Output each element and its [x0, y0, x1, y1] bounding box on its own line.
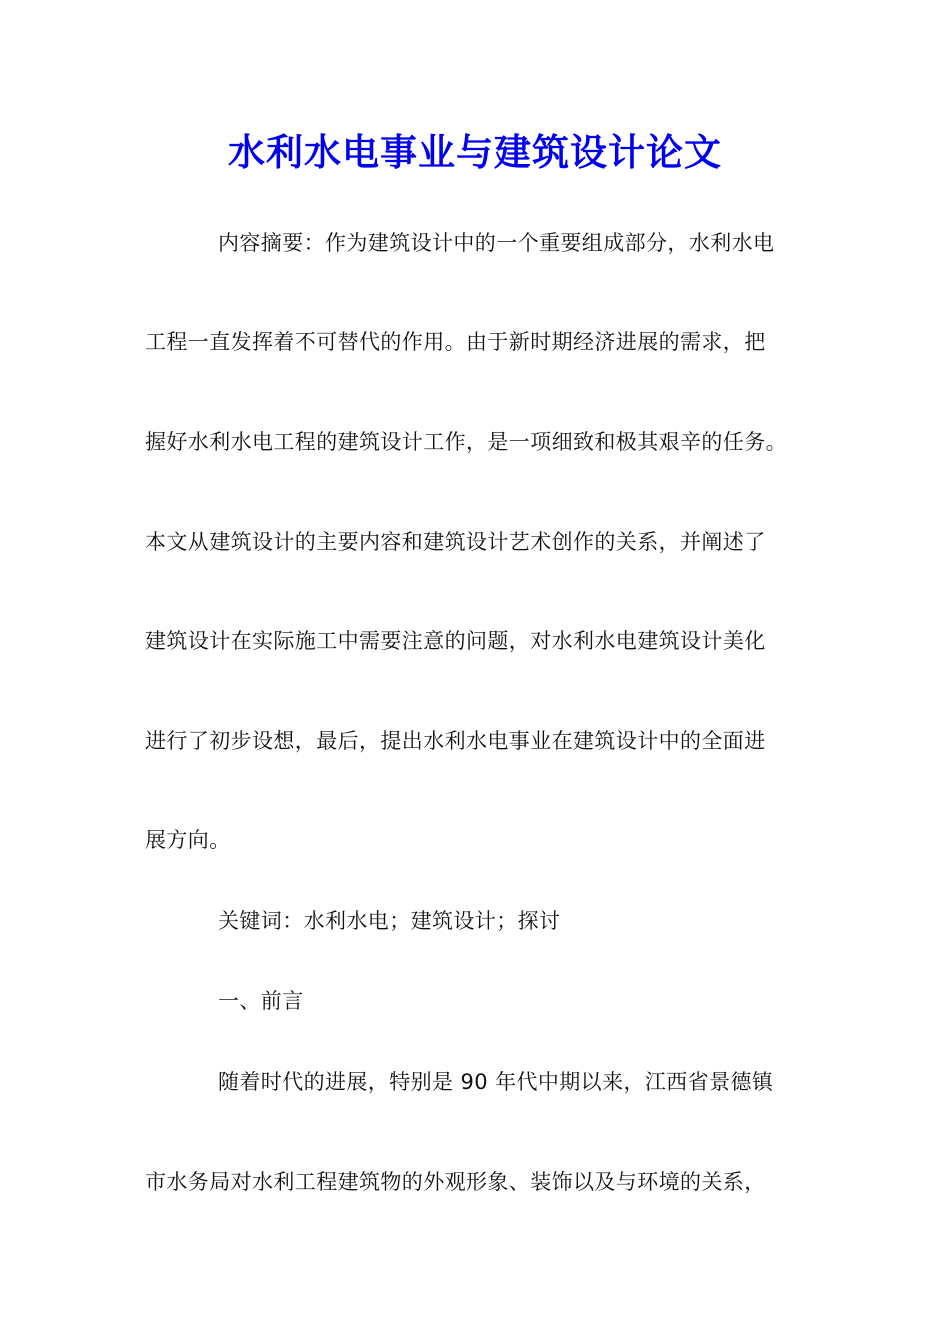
abstract-line: 建筑设计在实际施工中需要注意的问题，对水利水电建筑设计美化 — [145, 629, 766, 653]
abstract-line: 进行了初步设想，最后，提出水利水电事业在建筑设计中的全面进 — [145, 729, 766, 753]
body-line: 随着时代的进展，特别是 90 年代中期以来，江西省景德镇 — [218, 1070, 774, 1094]
keywords-line: 关键词：水利水电；建筑设计；探讨 — [218, 909, 561, 933]
abstract-line: 内容摘要：作为建筑设计中的一个重要组成部分，水利水电 — [218, 231, 775, 255]
abstract-line: 工程一直发挥着不可替代的作用。由于新时期经济进展的需求，把 — [145, 330, 766, 354]
body-line: 市水务局对水利工程建筑物的外观形象、装饰以及与环境的关系， — [145, 1170, 766, 1194]
abstract-line: 展方向。 — [145, 828, 231, 852]
abstract-line: 握好水利水电工程的建筑设计工作，是一项细致和极其艰辛的任务。 — [145, 430, 787, 454]
document-title: 水利水电事业与建筑设计论文 — [228, 130, 722, 174]
abstract-line: 本文从建筑设计的主要内容和建筑设计艺术创作的关系，并阐述了 — [145, 530, 766, 554]
section-heading: 一、前言 — [218, 989, 304, 1013]
